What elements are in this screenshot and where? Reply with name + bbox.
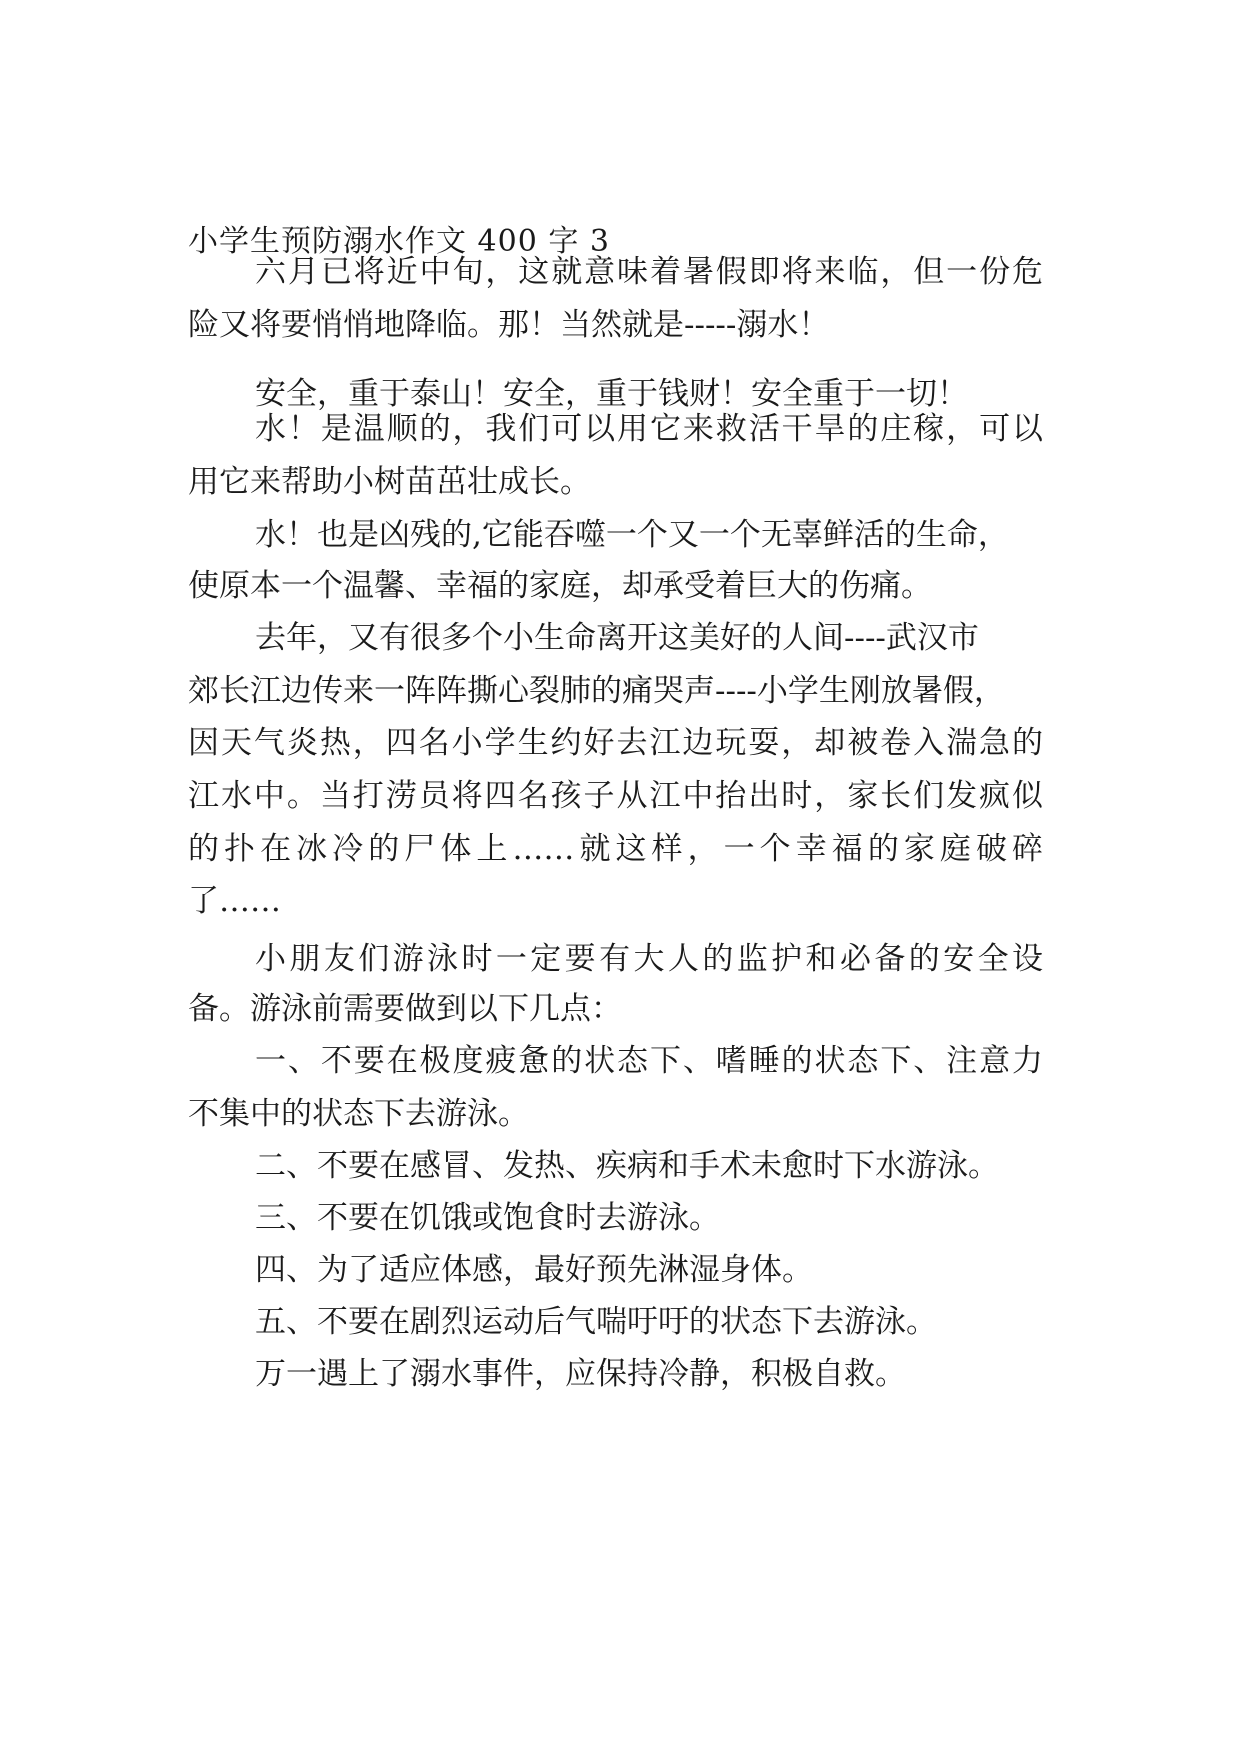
text-line: 的扑在冰冷的尸体上……就这样，一个幸福的家庭破碎: [188, 831, 1043, 867]
text-line: 三、不要在饥饿或饱食时去游泳。: [255, 1200, 720, 1236]
text-line: 了……: [188, 883, 281, 919]
text-line: 水！也是凶残的,它能吞噬一个又一个无辜鲜活的生命，: [255, 517, 1009, 553]
text-line: 水！是温顺的，我们可以用它来救活干旱的庄稼，可以: [255, 411, 1043, 447]
text-line: 安全，重于泰山！安全，重于钱财！安全重于一切！: [255, 376, 968, 412]
text-line: 小朋友们游泳时一定要有大人的监护和必备的安全设: [255, 941, 1043, 977]
text-line: 郊长江边传来一阵阵撕心裂肺的痛哭声----小学生刚放暑假，: [188, 673, 1005, 709]
text-line: 五、不要在剧烈运动后气喘吁吁的状态下去游泳。: [255, 1304, 937, 1340]
text-line: 一、不要在极度疲惫的状态下、嗜睡的状态下、注意力: [255, 1043, 1043, 1079]
text-line: 万一遇上了溺水事件，应保持冷静，积极自救。: [255, 1356, 906, 1392]
document-title: 小学生预防溺水作文 400 字 3: [188, 224, 610, 259]
text-line: 四、为了适应体感，最好预先淋湿身体。: [255, 1252, 813, 1288]
text-line: 江水中。当打涝员将四名孩子从江中抬出时，家长们发疯似: [188, 778, 1043, 814]
text-line: 险又将要悄悄地降临。那！当然就是-----溺水！: [188, 307, 830, 343]
text-line: 因天气炎热，四名小学生约好去江边玩耍，却被卷入湍急的: [188, 725, 1043, 761]
text-line: 去年，又有很多个小生命离开这美好的人间----武汉市: [255, 620, 979, 656]
text-line: 备。游泳前需要做到以下几点：: [188, 991, 622, 1027]
text-line: 使原本一个温馨、幸福的家庭，却承受着巨大的伤痛。: [188, 568, 932, 604]
text-line: 不集中的状态下去游泳。: [188, 1096, 529, 1132]
text-line: 用它来帮助小树苗茁壮成长。: [188, 464, 591, 500]
text-line: 二、不要在感冒、发热、疾病和手术未愈时下水游泳。: [255, 1148, 999, 1184]
text-line: 六月已将近中旬，这就意味着暑假即将来临，但一份危: [255, 254, 1043, 290]
